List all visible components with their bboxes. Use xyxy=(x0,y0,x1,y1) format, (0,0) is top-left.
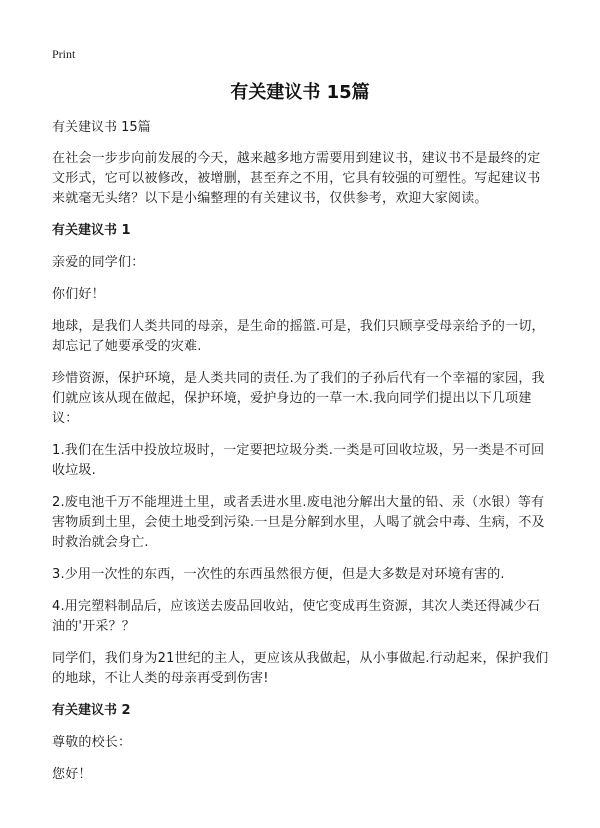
section-2-heading: 有关建议书 2 xyxy=(52,703,131,718)
page-title: 有关建议书 15篇 xyxy=(230,82,370,103)
section-1-closing: 同学们，我们身为21世纪的主人，更应该从我做起，从小事做起.行动起来，保护我们的地球，不让人类的母亲再受到伤害! xyxy=(52,651,549,686)
intro-paragraph: 在社会一步步向前发展的今天，越来越多地方需要用到建议书，建议书不是最终的定文形式，它可以被修改，被增删，甚至弃之不用，它具有较强的可塑性。写起建议书来就毫无头绪？以下是小编整理的有关建议书，仅供参考，欢迎大家阅读。 xyxy=(52,151,541,206)
suggestion-item-3: 3.少用一次性的东西，一次性的东西虽然很方便，但是大多数是对环境有害的. xyxy=(52,567,505,582)
section-1-paragraph-2: 珍惜资源，保护环境，是人类共同的责任.为了我们的子孙后代有一个幸福的家园，我们就应该从现在做起，保护环境，爱护身边的一草一木.我向同学们提出以下几项建议： xyxy=(52,371,545,426)
section-1-greeting: 亲爱的同学们： xyxy=(52,255,145,270)
suggestion-item-1: 1.我们在生活中投放垃圾时，一定要把垃圾分类.一类是可回收垃圾，另一类是不可回收垃圾. xyxy=(52,443,545,478)
suggestion-item-2: 2.废电池千万不能埋进土里，或者丢进水里.废电池分解出大量的铅、汞（水银）等有害物质到土里，会使土地受到污染.一旦是分解到水里，人喝了就会中毒、生病，不及时救治就会身亡. xyxy=(52,495,545,550)
document-subtitle: 有关建议书 15篇 xyxy=(52,120,151,135)
section-2-hello: 您好！ xyxy=(52,767,92,782)
section-1-heading: 有关建议书 1 xyxy=(52,223,131,238)
print-label: Print xyxy=(52,47,76,61)
section-1-paragraph-1: 地球，是我们人类共同的母亲，是生命的摇篮.可是，我们只顾享受母亲给予的一切，却忘记了她要承受的灾难. xyxy=(52,319,545,354)
suggestion-item-4: 4.用完塑料制品后，应该送去废品回收站，使它变成再生资源，其次人类还得减少石油的'开采？？ xyxy=(52,599,541,634)
section-1-hello: 你们好！ xyxy=(52,287,105,302)
section-2-greeting: 尊敬的校长： xyxy=(52,735,132,750)
document-body xyxy=(52,118,552,797)
